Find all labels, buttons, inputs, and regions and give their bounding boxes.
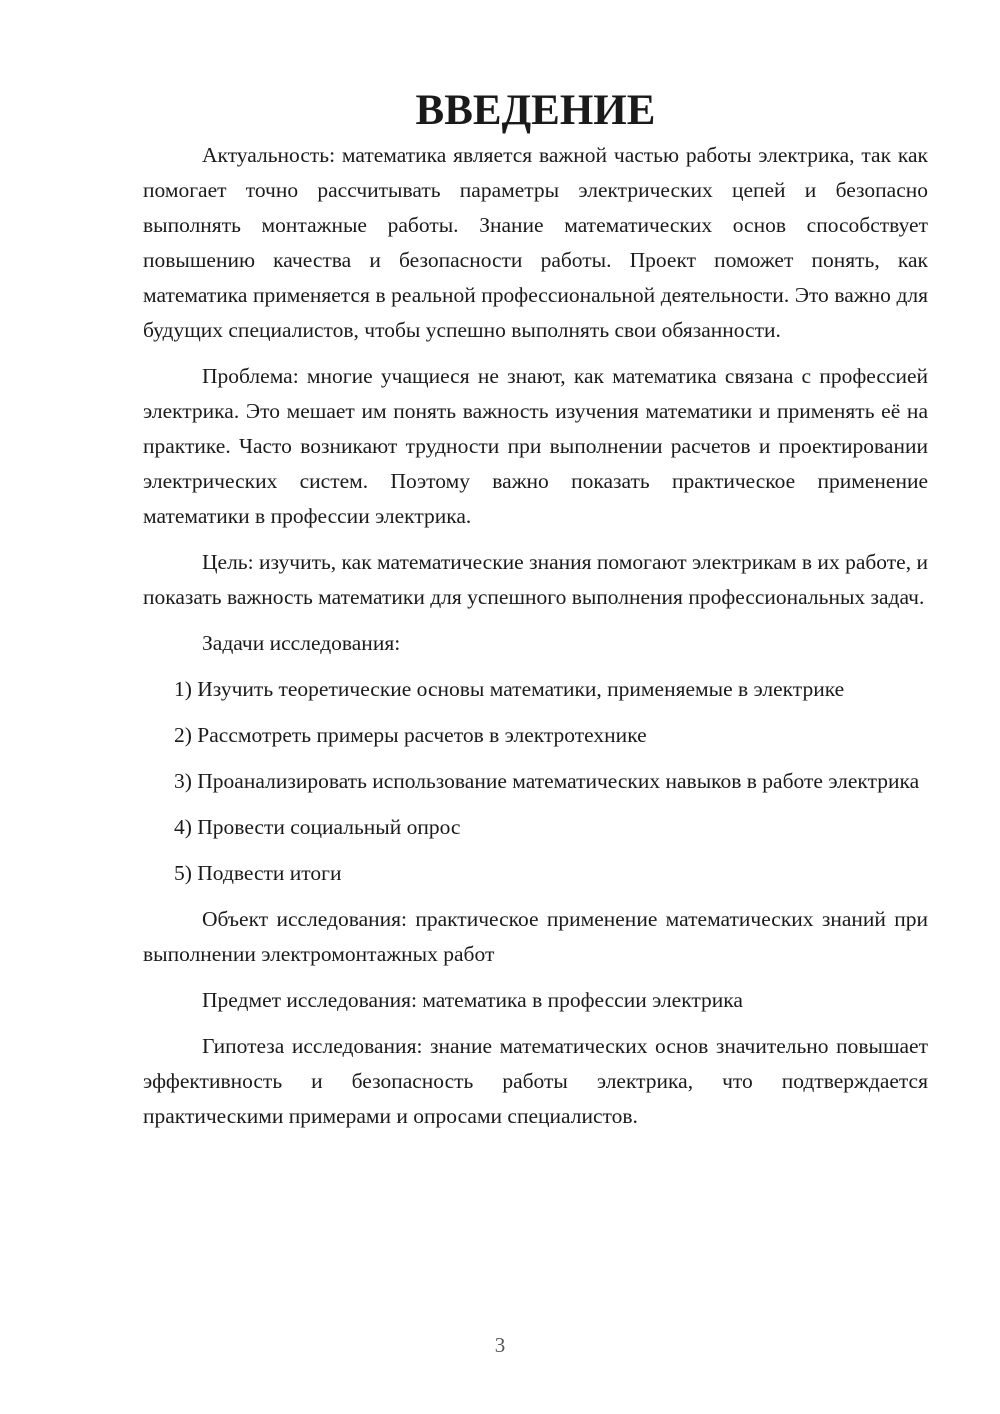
task-item-2: 2) Рассмотреть примеры расчетов в электротехнике (174, 723, 647, 747)
paragraph-object: Объект исследования: практическое применение математических знаний при выполнении электромонтажных работ (143, 907, 928, 966)
document-page (143, 87, 928, 1134)
paragraph-subject: Предмет исследования: математика в профессии электрика (202, 988, 743, 1012)
task-item-4: 4) Провести социальный опрос (174, 815, 461, 839)
paragraph-problem: Проблема: многие учащиеся не знают, как математика связана с профессией электрика. Это мешает им понять важность изучения математики и применять её на практике. Часто возникают трудности при выполнении расчетов и проектировании электрических систем. Поэтому важно показать практическое применение математики в профессии электрика. (143, 364, 928, 528)
tasks-heading: Задачи исследования: (202, 631, 401, 655)
paragraph-goal: Цель: изучить, как математические знания помогают электрикам в их работе, и показать важность математики для успешного выполнения профессиональных задач. (143, 550, 928, 609)
task-item-1: 1) Изучить теоретические основы математики, применяемые в электрике (174, 677, 845, 701)
task-item-5: 5) Подвести итоги (174, 861, 342, 885)
paragraph-hypothesis: Гипотеза исследования: знание математических основ значительно повышает эффективность и безопасность работы электрика, что подтверждается практическими примерами и опросами специалистов. (143, 1034, 928, 1128)
task-item-3: 3) Проанализировать использование математических навыков в работе электрика (174, 769, 920, 793)
page-title: ВВЕДЕНИЕ (415, 87, 656, 134)
paragraph-relevance: Актуальность: математика является важной частью работы электрика, так как помогает точно рассчитывать параметры электрических цепей и безопасно выполнять монтажные работы. Знание математических основ способствует повышению качества и безопасности работы. Проект поможет понять, как математика применяется в реальной профессиональной деятельности. Это важно для будущих специалистов, чтобы успешно выполнять свои обязанности. (143, 143, 928, 342)
page-number: 3 (494, 1333, 506, 1357)
